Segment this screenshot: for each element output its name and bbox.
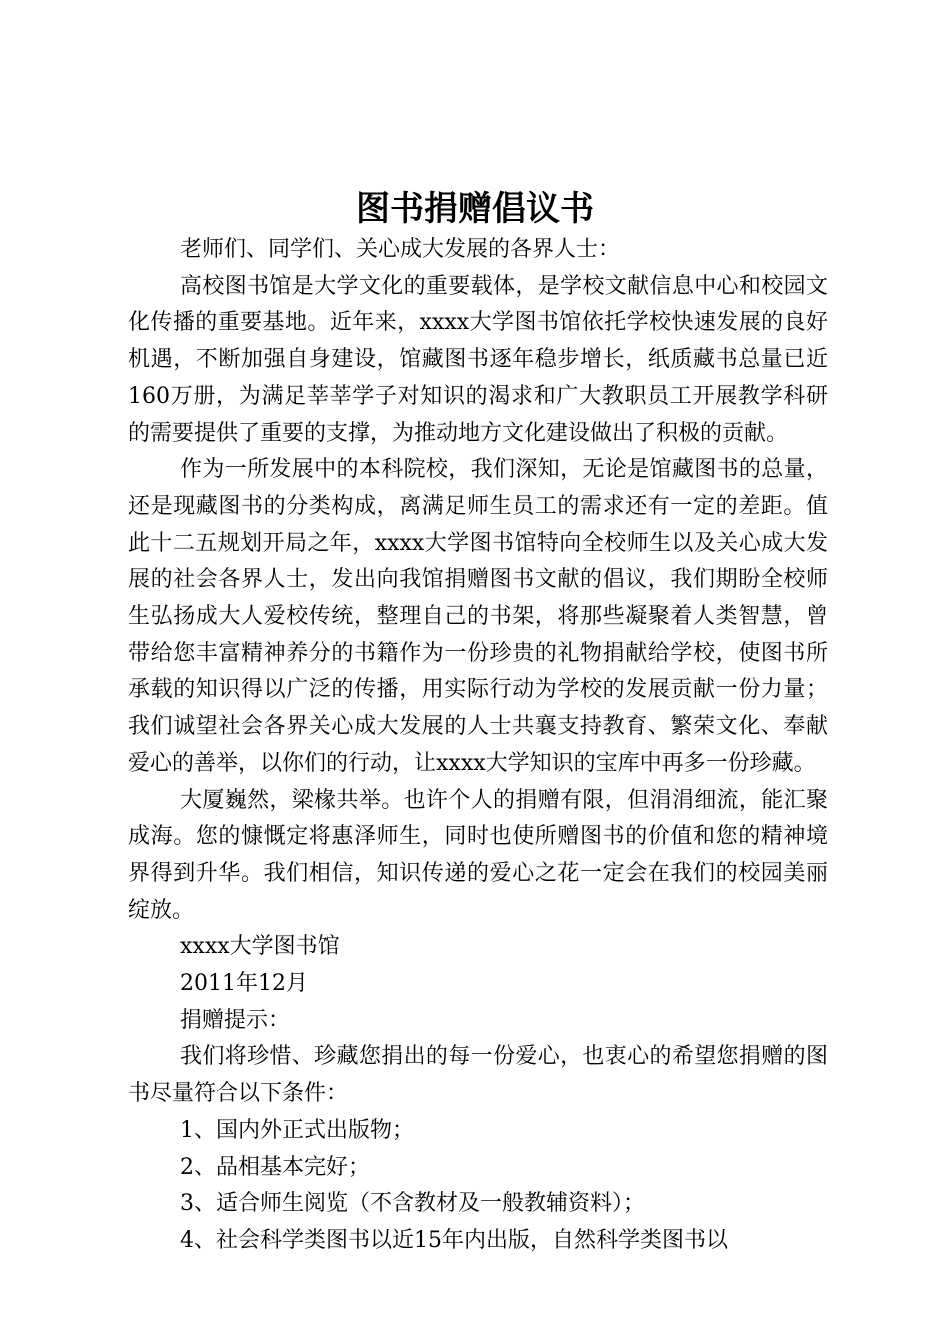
tips-heading: 捐赠提示：	[180, 1007, 291, 1033]
condition-item: 1、国内外正式出版物；	[180, 1117, 414, 1143]
condition-item: 2、品相基本完好；	[180, 1154, 370, 1180]
paragraph-2: 作为一所发展中的本科院校，我们深知，无论是馆藏图书的总量，还是现藏图书的分类构成，离满足师生员工的需求还有一定的差距。值此十二五规划开局之年，xxxx大学图书馆特向全校师生以及关心成大发展的社会各界人士，发出向我馆捐赠图书文献的倡议，我们期盼全校师生弘扬成大人爱校传统，整理自己的书架，将那些凝聚着人类智慧，曾带给您丰富精神养分的书籍作为一份珍贵的礼物捐献给学校，使图书所承载的知识得以广泛的传播，用实际行动为学校的发展贡献一份力量；我们诚望社会各界关心成大发展的人士共襄支持教育、繁荣文化、奉献爱心的善举，以你们的行动，让xxxx大学知识的宝库中再多一份珍藏。	[128, 457, 828, 776]
date: 2011年12月	[180, 971, 308, 997]
paragraph-1: 高校图书馆是大学文化的重要载体，是学校文献信息中心和校园文化传播的重要基地。近年来，xxxx大学图书馆依托学校快速发展的良好机遇，不断加强自身建设，馆藏图书逐年稳步增长，纸质藏书总量已近160万册，为满足莘莘学子对知识的渴求和广大教职员工开展教学科研的需要提供了重要的支撑，为推动地方文化建设做出了积极的贡献。	[128, 273, 828, 446]
paragraph-3: 大厦巍然，梁椽共举。也许个人的捐赠有限，但涓涓细流，能汇聚成海。您的慷慨定将惠泽师生，同时也使所赠图书的价值和您的精神境界得到升华。我们相信，知识传递的爱心之花一定会在我们的校园美丽绽放。	[128, 787, 828, 923]
document-title: 图书捐赠倡议书	[356, 189, 594, 229]
signature: xxxx大学图书馆	[180, 934, 340, 960]
condition-item: 3、适合师生阅览（不含教材及一般教辅资料）；	[180, 1191, 645, 1217]
condition-item: 4、社会科学类图书以近15年内出版，自然科学类图书以	[180, 1227, 728, 1253]
tips-intro: 我们将珍惜、珍藏您捐出的每一份爱心，也衷心的希望您捐赠的图书尽量符合以下条件：	[128, 1044, 828, 1107]
salutation: 老师们、同学们、关心成大发展的各界人士：	[180, 237, 621, 262]
document-body	[128, 232, 828, 1260]
